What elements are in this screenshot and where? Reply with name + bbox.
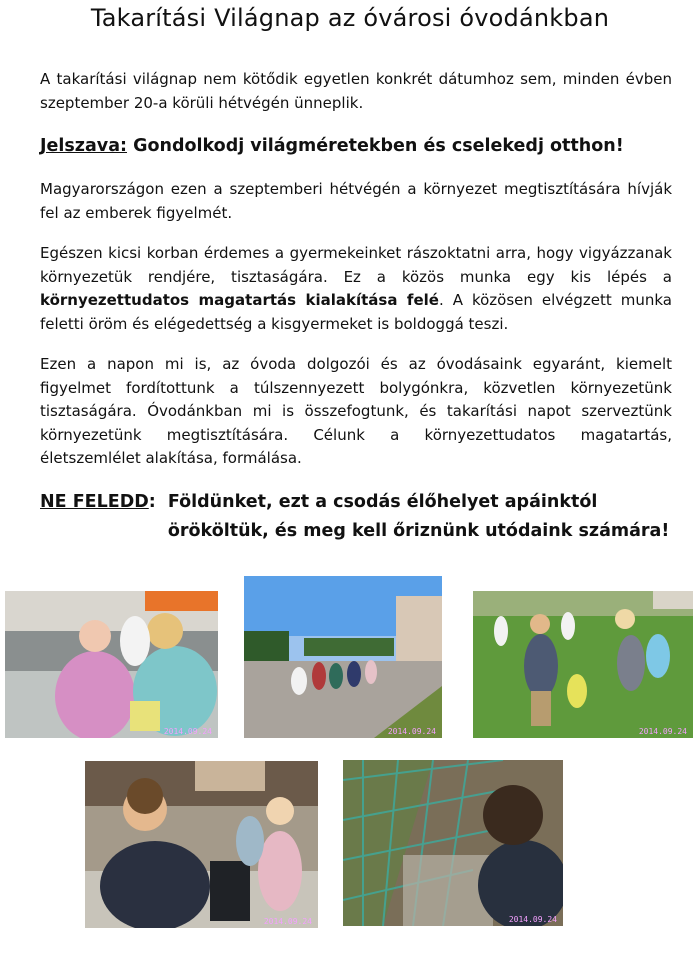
- reminder-line-2: örököltük, és meg kell őriznünk utódaink számára!: [167, 521, 670, 541]
- photo-date-stamp: 2014.09.24: [638, 727, 687, 736]
- intro-paragraph: A takarítási világnap nem kötődik egyetlen konkrét dátumhoz sem, minden évben szeptember 20-a körüli hétvégén ünneplik.: [40, 70, 672, 112]
- motto-text: Gondolkodj világméretekben és cselekedj otthon!: [133, 136, 624, 156]
- paragraph-children-end: . A közösen elvégzett munka feletti öröm és elégedettség a kisgyermeket is boldoggá teszi.: [40, 291, 672, 333]
- photo-group-walking: [244, 576, 442, 738]
- paragraph-hungary: Magyarországon ezen a szeptemberi hétvégén a környezet megtisztítására hívják fel az emberek figyelmét.: [40, 180, 672, 222]
- reminder-line-1: Földünket, ezt a csodás élőhelyet apáinktól: [167, 492, 598, 512]
- photo-children-bags: [5, 591, 218, 738]
- reminder-label: NE FELEDD: [40, 492, 149, 512]
- reminder-colon: :: [148, 492, 156, 512]
- photo-date-stamp: 2014.09.24: [263, 917, 312, 926]
- photo-date-stamp: 2014.09.24: [508, 915, 557, 924]
- photo-boy-fence: [343, 760, 563, 926]
- paragraph-children: [40, 242, 672, 336]
- reminder: [40, 488, 680, 546]
- photo-grass-collecting: [473, 591, 693, 738]
- photo-date-stamp: 2014.09.24: [387, 727, 436, 736]
- paragraph-children-start: Egészen kicsi korban érdemes a gyermekeinket rászoktatni arra, hogy vigyázzanak környezetük rendjére, tisztaságára. Ez a közös munka egy kis lépés a: [40, 244, 672, 286]
- paragraph-children-bold: környezettudatos magatartás kialakítása felé: [40, 291, 439, 309]
- motto-label: Jelszava:: [40, 136, 128, 156]
- photo-boy-bin: [85, 761, 318, 928]
- paragraph-kindergarten: Ezen a napon mi is, az óvoda dolgozói és az óvodásaink egyaránt, kiemelt figyelmet fordítottunk a túlszennyezett bolygónkra, közvetlen környezetünk tisztaságára. Óvodánkban mi is összefogtunk, és takarítási napot szerveztünk környezetünk megtisztítására. Célunk a környezettudatos magatartás, életszemlélet alakítása, formálása.: [40, 355, 672, 467]
- photo-date-stamp: 2014.09.24: [163, 727, 212, 736]
- motto: [40, 136, 680, 156]
- reminder-text: [168, 488, 669, 546]
- page-title: Takarítási Világnap az óvárosi óvodánkban: [90, 4, 610, 32]
